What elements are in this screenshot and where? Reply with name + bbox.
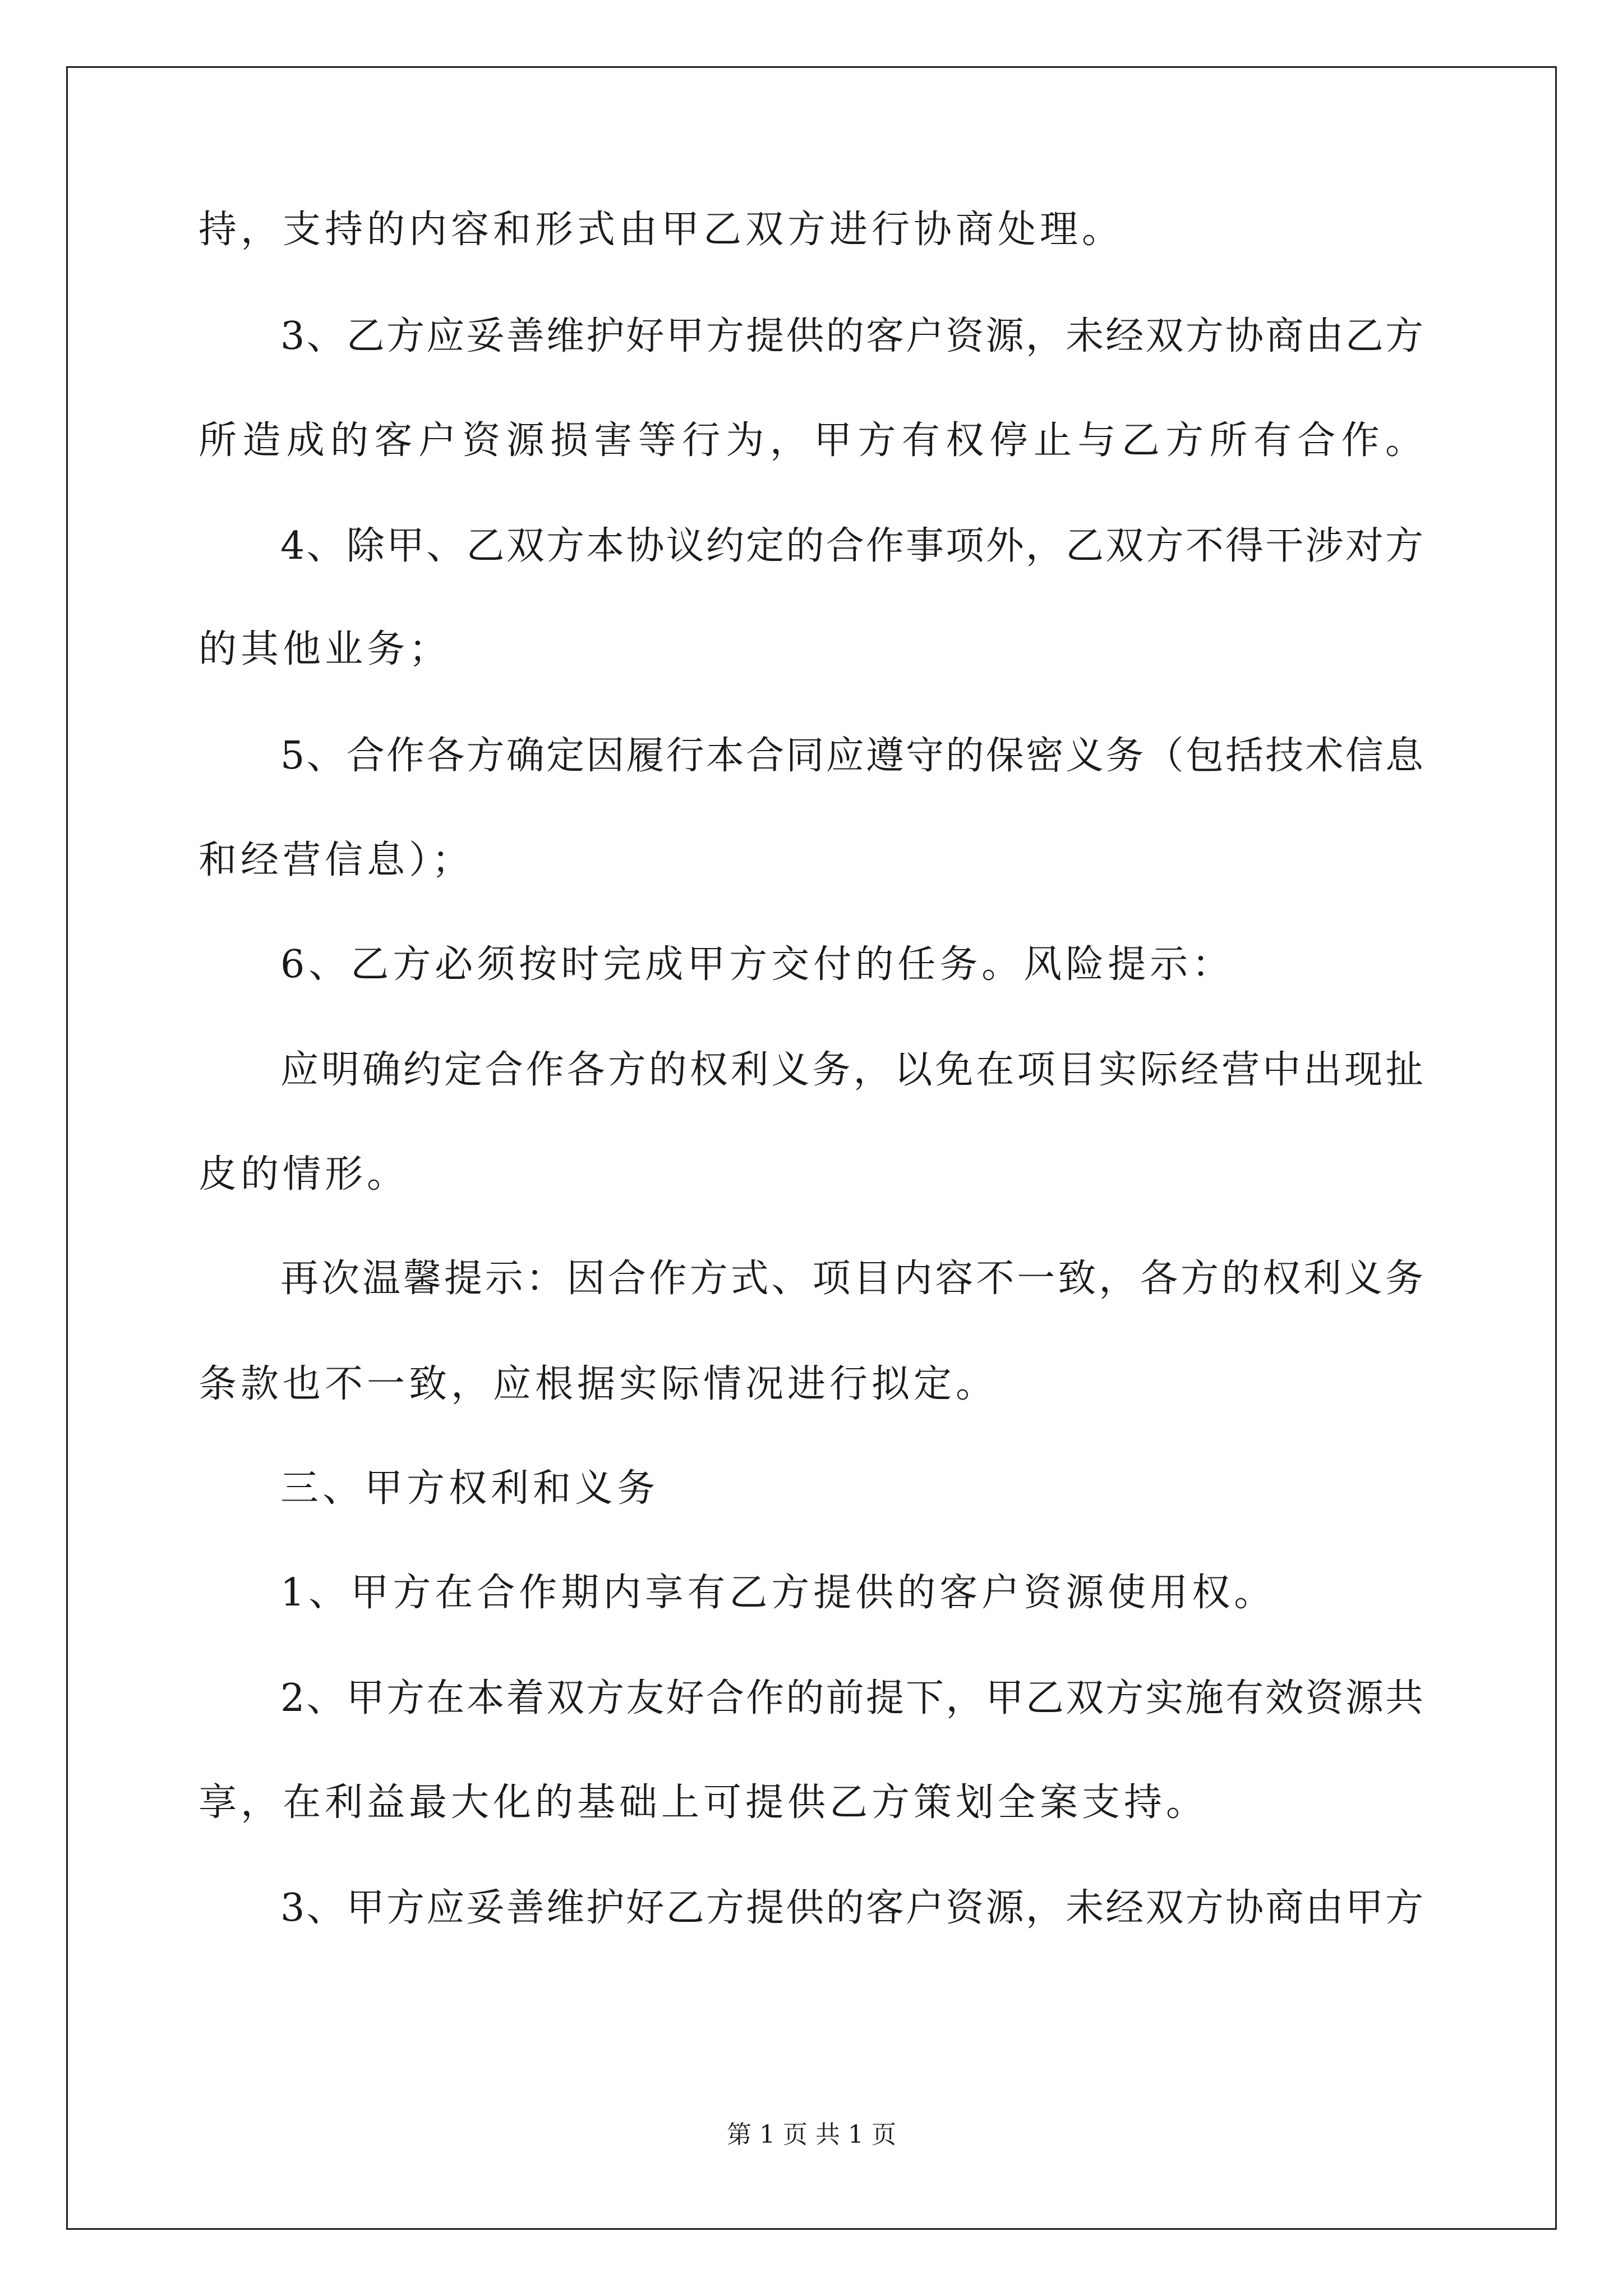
text-line: 3、乙方应妥善维护好甲方提供的客户资源，未经双方协商由乙方: [280, 314, 1423, 358]
text-line: 持，支持的内容和形式由甲乙双方进行协商处理。: [199, 208, 1124, 252]
text-line: 4、除甲、乙双方本协议约定的合作事项外，乙双方不得干涉对方: [280, 524, 1423, 568]
text-line: 5、合作各方确定因履行本合同应遵守的保密义务（包括技术信息: [280, 734, 1423, 778]
text-line: 所造成的客户资源损害等行为，甲方有权停止与乙方所有合作。: [199, 418, 1423, 463]
text-line: 3、甲方应妥善维护好乙方提供的客户资源，未经双方协商由甲方: [280, 1886, 1423, 1930]
page-footer: 第 1 页 共 1 页: [727, 2120, 896, 2149]
text-line: 1、甲方在合作期内享有乙方提供的客户资源使用权。: [280, 1571, 1276, 1615]
text-line: 2、甲方在本着双方友好合作的前提下，甲乙双方实施有效资源共: [280, 1676, 1423, 1720]
text-line: 的其他业务；: [199, 627, 451, 671]
text-line: 和经营信息）；: [199, 838, 474, 882]
text-line: 皮的情形。: [199, 1152, 409, 1197]
text-line: 应明确约定合作各方的权利义务，以免在项目实际经营中出现扯: [280, 1048, 1423, 1092]
text-line: 6、乙方必须按时完成甲方交付的任务。风险提示：: [280, 942, 1234, 987]
text-line: 再次温馨提示：因合作方式、项目内容不一致，各方的权利义务: [280, 1257, 1423, 1301]
section-heading: 三、甲方权利和义务: [280, 1466, 660, 1511]
text-line: 条款也不一致，应根据实际情况进行拟定。: [199, 1362, 998, 1406]
text-line: 享，在利益最大化的基础上可提供乙方策划全案支持。: [199, 1780, 1209, 1825]
